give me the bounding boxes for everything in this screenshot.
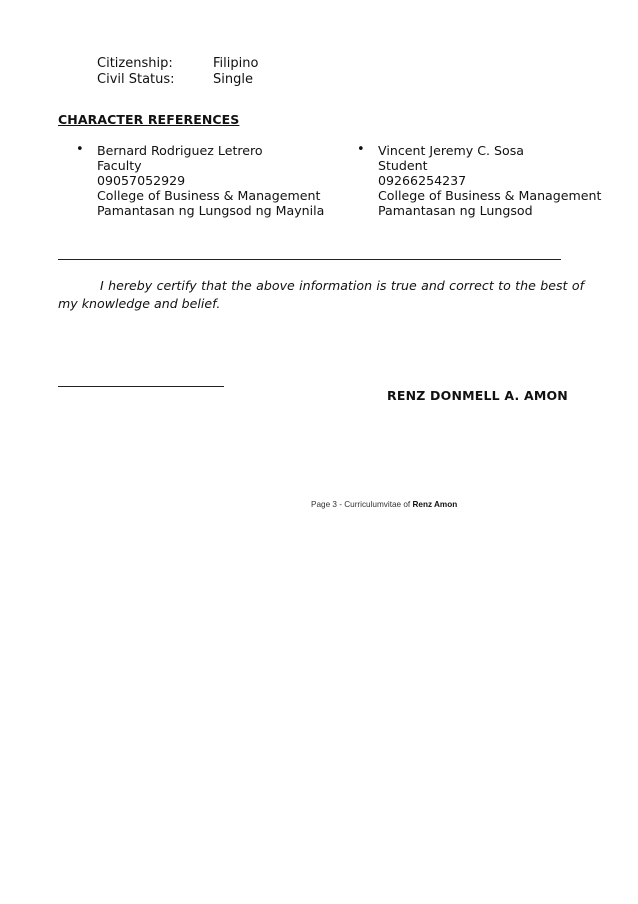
reference-school: Pamantasan ng Lungsod [378, 203, 533, 218]
reference-name: Vincent Jeremy C. Sosa [378, 143, 525, 158]
reference-phone: 09266254237 [378, 173, 467, 188]
civil-status-label: Civil Status: [97, 72, 175, 87]
bullet-icon: • [76, 142, 84, 157]
reference-college: College of Business & Management [378, 188, 602, 203]
signature-line [58, 386, 224, 387]
reference-role: Student [378, 158, 428, 173]
reference-role: Faculty [97, 158, 142, 173]
reference-name: Bernard Rodriguez Letrero [97, 143, 263, 158]
reference-school: Pamantasan ng Lungsod ng Maynila [97, 203, 325, 218]
footer-name: Renz Amon [412, 500, 458, 509]
bullet-icon: • [357, 142, 365, 157]
character-references-title: CHARACTER REFERENCES [58, 112, 240, 127]
page-footer [311, 500, 457, 509]
signer-name: RENZ DONMELL A. AMON [387, 388, 568, 403]
reference-phone: 09057052929 [97, 173, 186, 188]
certification-text: I hereby certify that the above information is true and correct to the best of my knowledge and belief. [58, 278, 584, 311]
civil-status-value: Single [213, 72, 253, 87]
reference-item [378, 143, 601, 218]
citizenship-value: Filipino [213, 56, 259, 71]
separator-rule [58, 259, 561, 260]
footer-prefix: Page 3 - Curriculumvitae of [311, 500, 411, 509]
citizenship-label: Citizenship: [97, 56, 173, 71]
reference-item [97, 143, 324, 218]
reference-college: College of Business & Management [97, 188, 321, 203]
